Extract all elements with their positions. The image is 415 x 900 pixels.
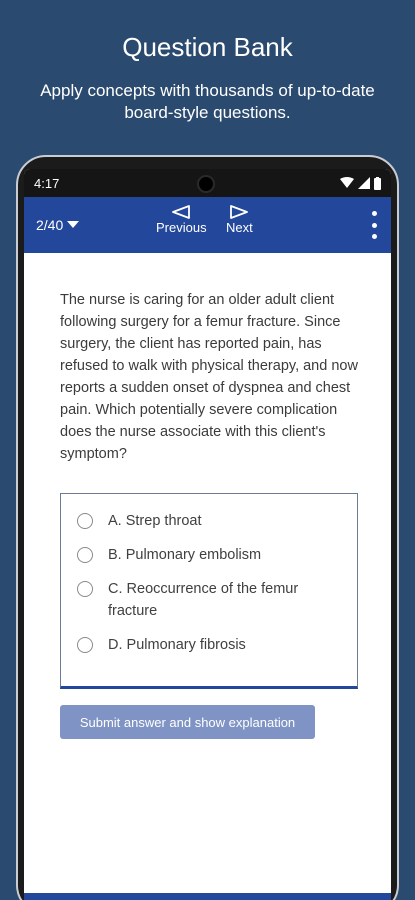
radio-button[interactable] (77, 637, 93, 653)
option-label: D. Pulmonary fibrosis (108, 637, 246, 653)
phone-screen (24, 169, 391, 900)
previous-arrow-icon (171, 205, 191, 219)
previous-button[interactable] (156, 205, 207, 235)
camera-icon (197, 175, 215, 193)
radio-button[interactable] (77, 513, 93, 529)
status-time: 4:17 (34, 175, 60, 191)
answer-options (60, 493, 358, 689)
next-button[interactable] (226, 205, 253, 235)
option-c[interactable] (61, 572, 357, 628)
previous-label: Previous (156, 220, 207, 235)
radio-button[interactable] (77, 581, 93, 597)
status-icons (340, 177, 381, 190)
question-counter-dropdown[interactable] (36, 217, 79, 233)
radio-button[interactable] (77, 547, 93, 563)
question-counter: 2/40 (36, 217, 64, 233)
wifi-icon (340, 177, 354, 189)
phone-frame (16, 155, 399, 900)
option-a[interactable] (61, 504, 357, 538)
promo-subtitle: Apply concepts with thousands of up-to-date board-style questions. (40, 81, 375, 122)
question-text: The nurse is caring for an older adult client following surgery for a femur fracture. Since surgery, the client has reported pain, has refused to walk with physical therapy, and now reports a sudden onset of dyspnea and chest pain. Which potentially severe complication does the nurse associate with this client's symptom? (60, 292, 358, 462)
option-label: A. Strep throat (108, 513, 202, 529)
caret-down-icon (67, 221, 79, 229)
promo-title: Question Bank (122, 32, 293, 62)
option-label: C. Reoccurrence of the femur fracture (108, 581, 299, 619)
more-options-icon[interactable] (369, 211, 379, 239)
option-label: B. Pulmonary embolism (108, 547, 262, 563)
status-bar (24, 169, 391, 197)
battery-icon (374, 177, 381, 190)
signal-icon (358, 177, 370, 189)
bottom-bar (24, 893, 391, 900)
next-label: Next (226, 220, 253, 235)
app-bar (24, 197, 391, 253)
submit-answer-button[interactable]: Submit answer and show explanation (60, 705, 315, 739)
option-b[interactable] (61, 538, 357, 572)
option-d[interactable] (61, 628, 357, 662)
next-arrow-icon (229, 205, 249, 219)
